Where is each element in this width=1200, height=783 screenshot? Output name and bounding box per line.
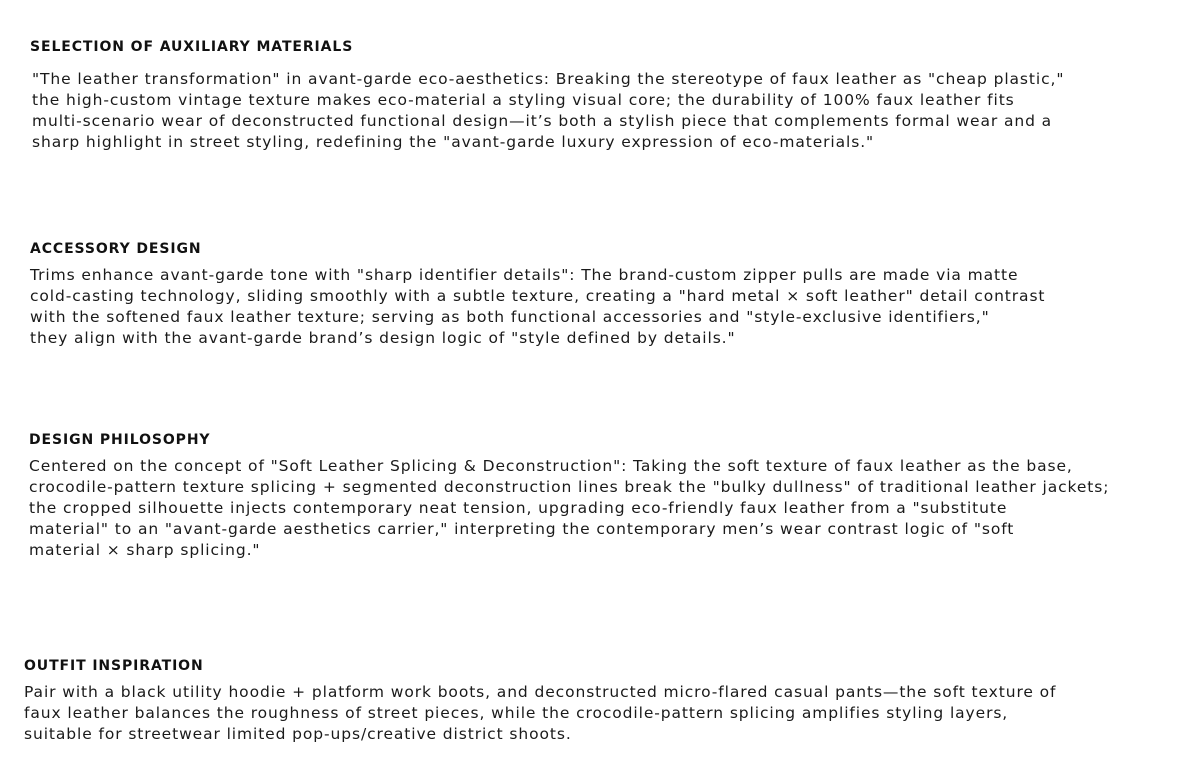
- text-line: material × sharp splicing.": [29, 541, 261, 559]
- section-heading: ACCESSORY DESIGN: [30, 241, 202, 257]
- section-body: [30, 265, 1045, 349]
- section-heading: SELECTION OF AUXILIARY MATERIALS: [30, 39, 354, 55]
- text-line: suitable for streetwear limited pop-ups/creative district shoots.: [24, 725, 572, 743]
- text-line: Trims enhance avant-garde tone with "sharp identifier details": The brand-custom zipper pulls are made via matte: [30, 266, 1019, 284]
- section-body: [24, 682, 1056, 745]
- text-line: multi-scenario wear of deconstructed functional design—it’s both a stylish piece that complements formal wear and a: [32, 112, 1053, 130]
- section-heading: DESIGN PHILOSOPHY: [29, 432, 211, 448]
- text-line: material" to an "avant-garde aesthetics carrier," interpreting the contemporary men’s wear contrast logic of "soft: [29, 520, 1015, 538]
- text-line: faux leather balances the roughness of street pieces, while the crocodile-pattern splicing amplifies styling layers,: [24, 704, 1009, 722]
- text-line: crocodile-pattern texture splicing + segmented deconstruction lines break the "bulky dullness" of traditional leather jackets;: [29, 478, 1110, 496]
- text-line: "The leather transformation" in avant-garde eco-aesthetics: Breaking the stereotype of faux leather as "cheap plastic,": [32, 70, 1065, 88]
- text-line: sharp highlight in street styling, redefining the "avant-garde luxury expression of eco-materials.": [32, 133, 875, 151]
- text-line: cold-casting technology, sliding smoothly with a subtle texture, creating a "hard metal × soft leather" detail contrast: [30, 287, 1046, 305]
- text-line: Pair with a black utility hoodie + platform work boots, and deconstructed micro-flared casual pants—the soft texture of: [24, 683, 1057, 701]
- section-body: [32, 69, 1064, 153]
- text-line: Centered on the concept of "Soft Leather Splicing & Deconstruction": Taking the soft texture of faux leather as the base,: [29, 457, 1073, 475]
- text-line: the high-custom vintage texture makes eco-material a styling visual core; the durability of 100% faux leather fits: [32, 91, 1015, 109]
- text-line: the cropped silhouette injects contemporary neat tension, upgrading eco-friendly faux leather from a "substitute: [29, 499, 1008, 517]
- section-heading: OUTFIT INSPIRATION: [24, 658, 204, 674]
- section-body: [29, 456, 1109, 561]
- text-line: with the softened faux leather texture; serving as both functional accessories and "style-exclusive identifiers,": [30, 308, 990, 326]
- text-line: they align with the avant-garde brand’s design logic of "style defined by details.": [30, 329, 736, 347]
